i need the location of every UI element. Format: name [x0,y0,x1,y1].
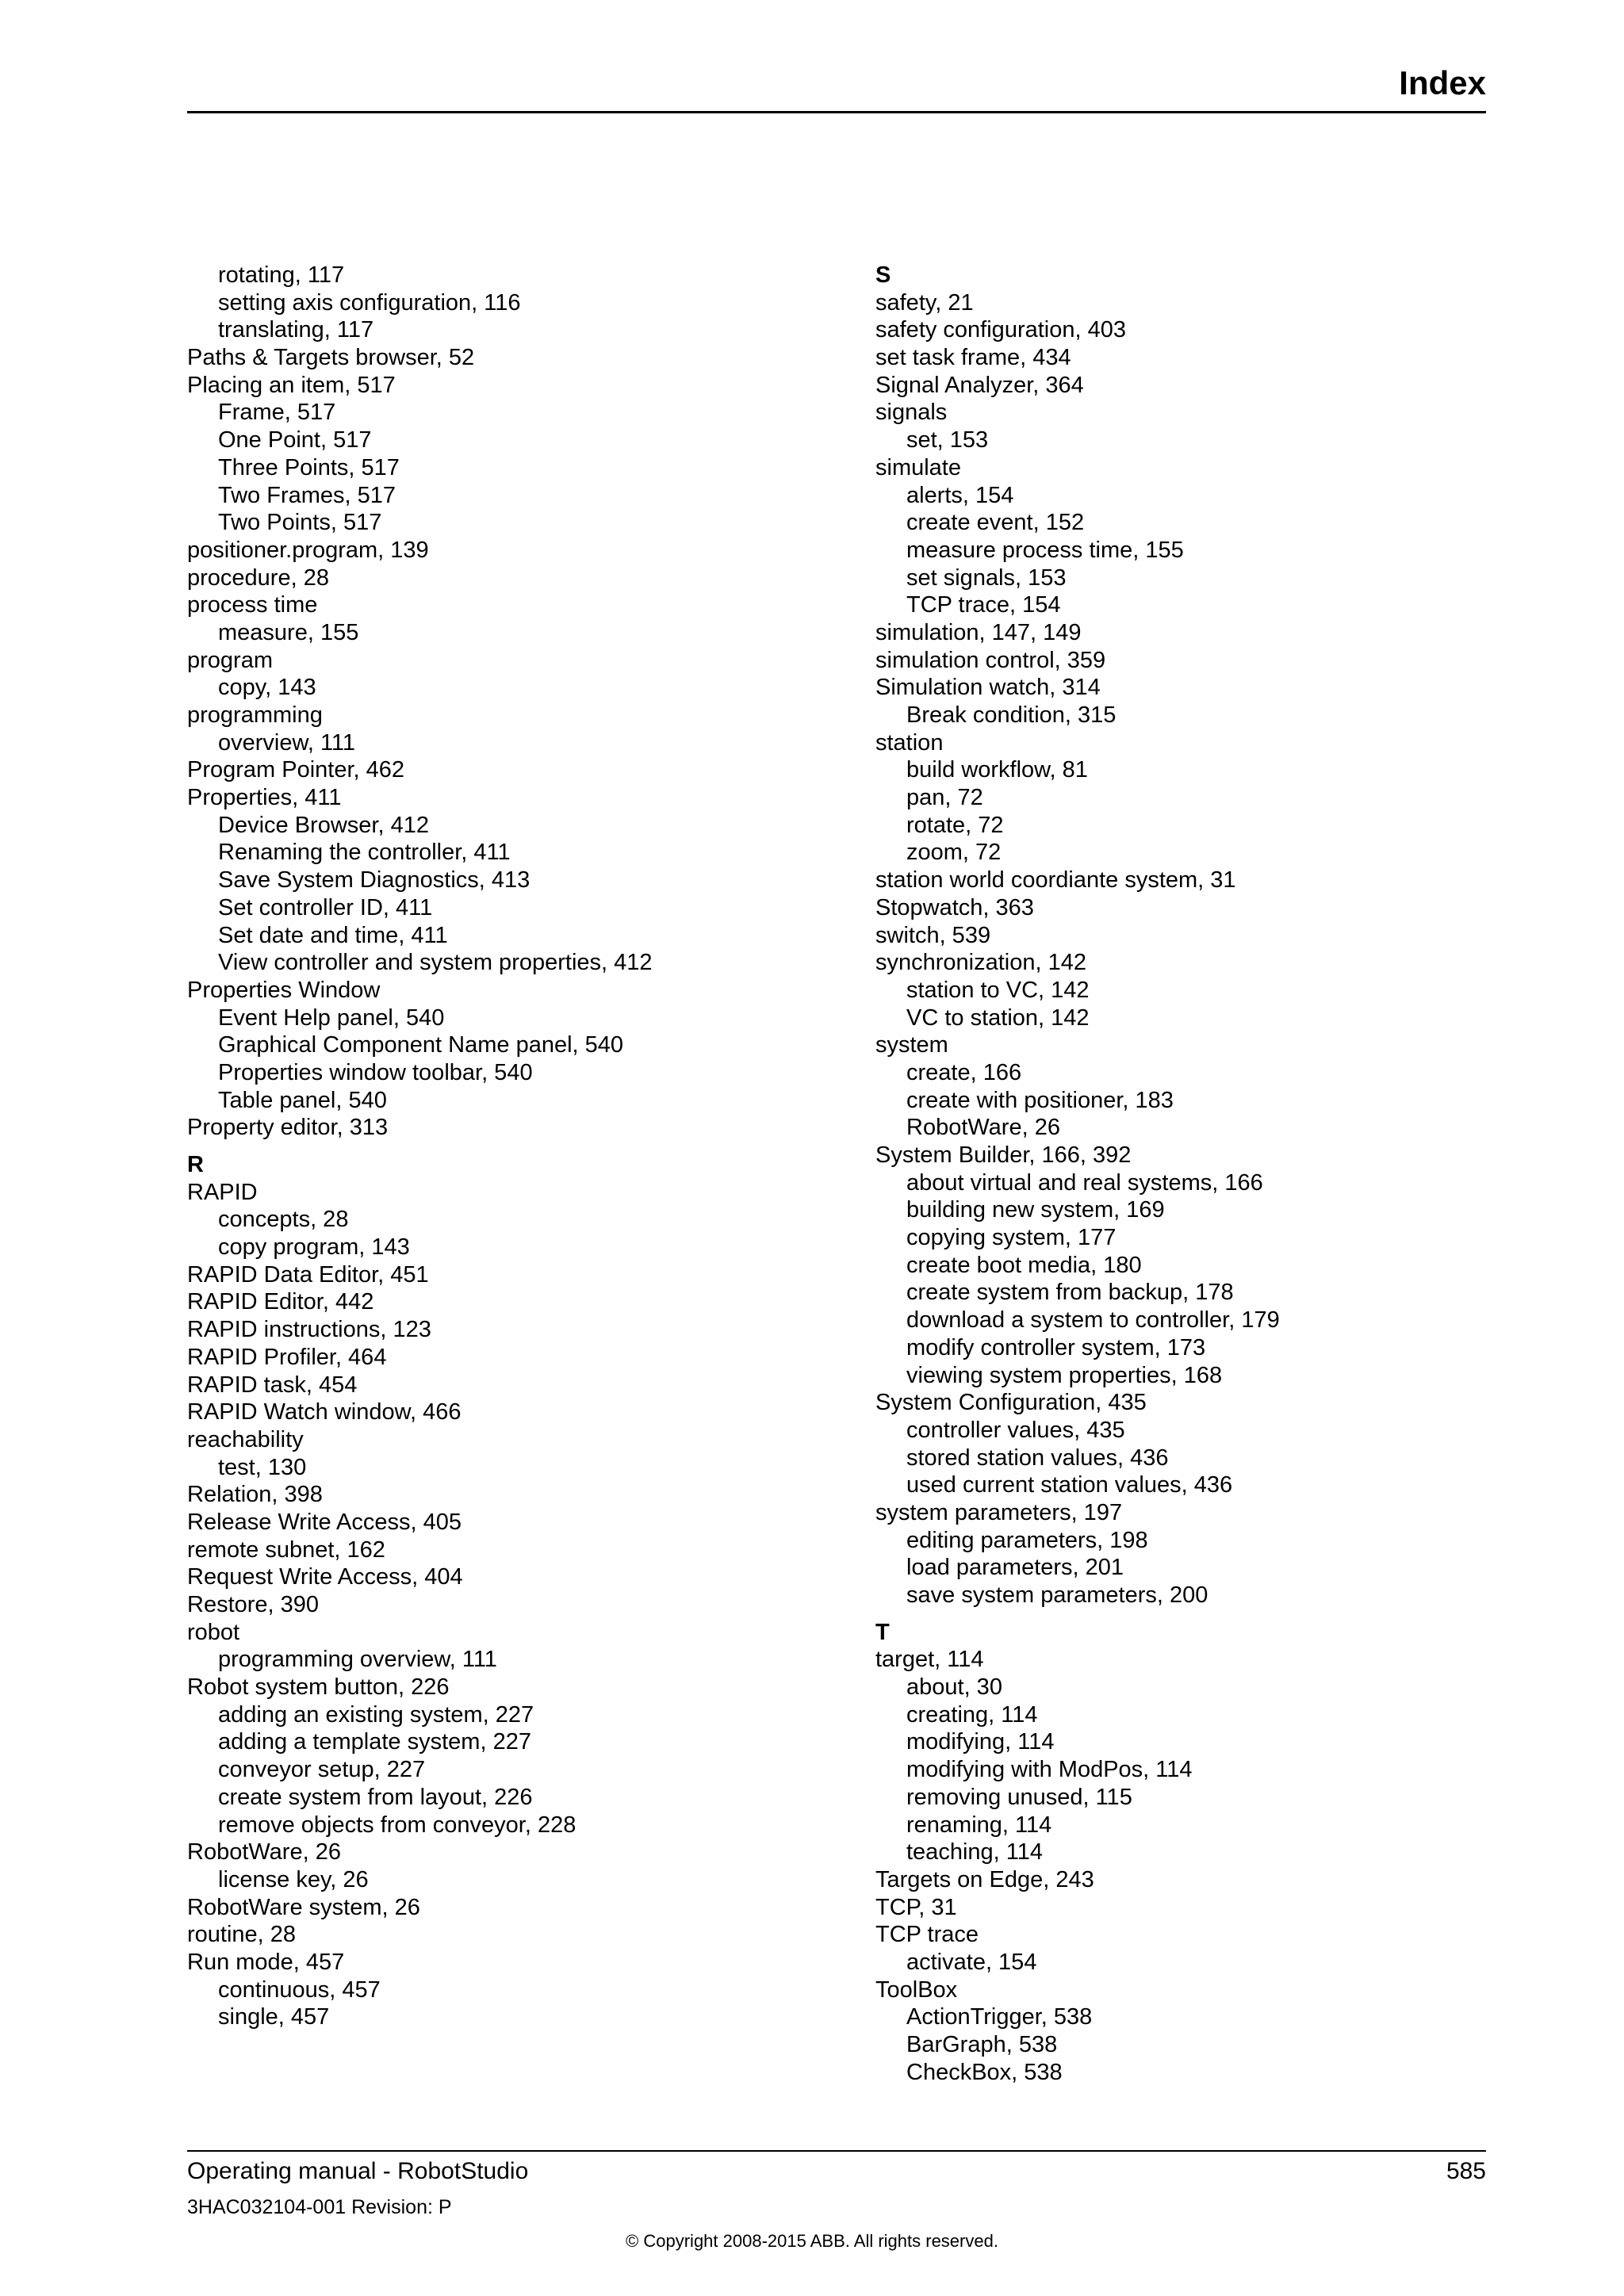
index-letter-heading: T [875,1619,890,1645]
index-entry: Stopwatch, 363 [875,894,1034,920]
index-subentry: rotate, 72 [906,812,1004,838]
index-subentry: Two Frames, 517 [218,482,396,508]
footer-document-id: 3HAC032104-001 Revision: P [187,2196,452,2218]
index-subentry: Three Points, 517 [218,454,400,480]
index-subentry: set signals, 153 [906,564,1067,591]
index-subentry: modifying with ModPos, 114 [906,1757,1193,1783]
index-subentry: removing unused, 115 [906,1784,1132,1810]
index-subentry: copy program, 143 [218,1234,410,1261]
index-subentry: zoom, 72 [906,840,1002,866]
index-subentry: create, 166 [906,1059,1022,1085]
index-entry: system [875,1032,948,1058]
index-subentry: conveyor setup, 227 [218,1757,426,1783]
index-subentry: VC to station, 142 [906,1004,1090,1031]
index-column-right [875,262,1526,2086]
index-subentry: Break condition, 315 [906,702,1116,728]
index-subentry: adding a template system, 227 [218,1729,531,1755]
index-entry: RobotWare, 26 [187,1839,341,1866]
index-entry: RobotWare system, 26 [187,1894,420,1920]
section-spacer [875,1609,1526,1619]
index-entry: System Configuration, 435 [875,1390,1147,1416]
index-subentry: Set date and time, 411 [218,922,448,948]
index-entry: RAPID Data Editor, 451 [187,1261,429,1288]
footer-divider [187,2150,1486,2152]
index-subentry: BarGraph, 538 [906,2032,1058,2057]
index-subentry: create with positioner, 183 [906,1087,1174,1113]
index-entry: RAPID task, 454 [187,1372,358,1398]
footer-copyright: © Copyright 2008-2015 ABB. All rights reserved. [626,2231,998,2251]
index-subentry: modify controller system, 173 [906,1334,1206,1360]
index-entry: Properties Window [187,977,381,1003]
index-entry: signals [875,400,948,426]
index-subentry: viewing system properties, 168 [906,1362,1223,1388]
index-entry: remote subnet, 162 [187,1536,385,1563]
index-entry: Restore, 390 [187,1592,320,1617]
index-subentry: continuous, 457 [218,1976,381,2003]
index-subentry: renaming, 114 [906,1812,1052,1838]
index-subentry: translating, 117 [218,317,374,343]
index-subentry: about virtual and real systems, 166 [906,1169,1263,1196]
index-entry: RAPID [187,1179,258,1205]
index-entry: Simulation watch, 314 [875,675,1101,701]
index-subentry: remove objects from conveyor, 228 [218,1812,576,1838]
index-entry: TCP trace [875,1922,979,1948]
index-subentry: teaching, 114 [906,1839,1043,1866]
index-entry: routine, 28 [187,1922,297,1948]
index-entry: simulation control, 359 [875,647,1106,673]
index-subentry: concepts, 28 [218,1207,349,1233]
index-subentry: Two Points, 517 [218,510,382,536]
index-subentry: load parameters, 201 [906,1555,1124,1581]
index-entry: Run mode, 457 [187,1949,345,1975]
index-subentry: adding an existing system, 227 [218,1701,534,1728]
index-subentry: copying system, 177 [906,1225,1116,1251]
index-subentry: Frame, 517 [218,400,336,426]
index-subentry: test, 130 [218,1454,307,1480]
index-entry: RAPID Editor, 442 [187,1289,374,1315]
index-subentry: Set controller ID, 411 [218,894,433,920]
index-entry: Properties, 411 [187,785,342,811]
index-entry: Signal Analyzer, 364 [875,372,1084,398]
index-subentry: activate, 154 [906,1949,1037,1975]
index-entry: synchronization, 142 [875,950,1086,976]
index-entry: safety configuration, 403 [875,317,1126,343]
index-entry: Paths & Targets browser, 52 [187,345,475,371]
index-entry: Release Write Access, 405 [187,1509,462,1535]
section-spacer [187,1142,837,1151]
index-subentry: station to VC, 142 [906,977,1090,1003]
index-entry: Relation, 398 [187,1482,323,1508]
index-entry: ToolBox [875,1976,958,2003]
index-subentry: copy, 143 [218,675,316,701]
index-entry: System Builder, 166, 392 [875,1142,1132,1168]
index-subentry: create event, 152 [906,510,1085,536]
index-subentry: create boot media, 180 [906,1252,1142,1278]
index-subentry: View controller and system properties, 412 [218,950,653,976]
index-entry: TCP, 31 [875,1894,957,1920]
index-entry: system parameters, 197 [875,1499,1123,1525]
index-entry: Request Write Access, 404 [187,1564,463,1590]
index-entry: positioner.program, 139 [187,537,429,563]
index-subentry: alerts, 154 [906,482,1014,508]
index-subentry: save system parameters, 200 [906,1582,1208,1608]
index-subentry: Save System Diagnostics, 413 [218,867,530,894]
index-subentry: create system from backup, 178 [906,1280,1234,1306]
index-subentry: about, 30 [906,1674,1002,1701]
index-entry: safety, 21 [875,289,974,316]
index-subentry: TCP trace, 154 [906,592,1061,618]
index-letter-heading: S [875,262,891,288]
index-entry: station [875,729,944,756]
index-entry: simulation, 147, 149 [875,619,1082,645]
index-subentry: download a system to controller, 179 [906,1307,1280,1334]
index-entry: Property editor, 313 [187,1115,389,1141]
index-subentry: measure, 155 [218,619,359,645]
index-subentry: editing parameters, 198 [906,1527,1148,1553]
index-entry: reachability [187,1426,304,1452]
index-subentry: controller values, 435 [906,1417,1125,1443]
index-entry: set task frame, 434 [875,345,1071,371]
index-subentry: building new system, 169 [906,1197,1165,1223]
index-entry: RAPID Watch window, 466 [187,1399,462,1425]
index-entry: Placing an item, 517 [187,372,396,398]
index-entry: procedure, 28 [187,564,329,591]
index-subentry: pan, 72 [906,785,983,811]
index-entry: station world coordiante system, 31 [875,867,1236,894]
index-subentry: Graphical Component Name panel, 540 [218,1032,624,1058]
index-entry: process time [187,592,318,618]
index-entry: switch, 539 [875,922,991,948]
index-subentry: setting axis configuration, 116 [218,289,521,316]
index-entry: Robot system button, 226 [187,1674,450,1701]
index-subentry: used current station values, 436 [906,1472,1233,1498]
index-entry: target, 114 [875,1647,984,1673]
index-subentry: RobotWare, 26 [906,1115,1060,1141]
index-entry: Program Pointer, 462 [187,757,405,783]
index-entry: RAPID Profiler, 464 [187,1344,387,1370]
index-subentry: set, 153 [906,427,989,453]
index-subentry: creating, 114 [906,1701,1038,1728]
index-subentry: Device Browser, 412 [218,812,429,838]
index-subentry: CheckBox, 538 [906,2059,1063,2085]
index-subentry: programming overview, 111 [218,1647,497,1673]
index-subentry: create system from layout, 226 [218,1784,533,1810]
index-subentry: Event Help panel, 540 [218,1004,445,1031]
index-letter-heading: R [187,1152,204,1177]
index-entry: program [187,647,273,673]
index-subentry: One Point, 517 [218,427,372,453]
index-entry: programming [187,702,323,728]
index-subentry: Renaming the controller, 411 [218,840,511,866]
index-subentry: rotating, 117 [218,262,345,288]
index-entry: simulate [875,454,961,480]
index-subentry: measure process time, 155 [906,537,1184,563]
index-entry: RAPID instructions, 123 [187,1317,431,1343]
index-subentry: Table panel, 540 [218,1087,387,1113]
index-subentry: license key, 26 [218,1866,369,1892]
header-divider [187,111,1486,113]
index-column-left [187,262,837,2031]
index-subentry: modifying, 114 [906,1729,1055,1755]
index-subentry: overview, 111 [218,729,356,756]
index-subentry: build workflow, 81 [906,757,1088,783]
page-title: Index [1399,64,1486,101]
index-entry: robot [187,1619,240,1645]
index-entry: Targets on Edge, 243 [875,1866,1094,1892]
index-subentry: Properties window toolbar, 540 [218,1059,533,1085]
index-subentry: single, 457 [218,2004,330,2030]
footer-manual-title: Operating manual - RobotStudio [187,2158,529,2184]
footer-page-number: 585 [1446,2158,1486,2184]
index-subentry: stored station values, 436 [906,1445,1169,1471]
index-subentry: ActionTrigger, 538 [906,2004,1093,2030]
